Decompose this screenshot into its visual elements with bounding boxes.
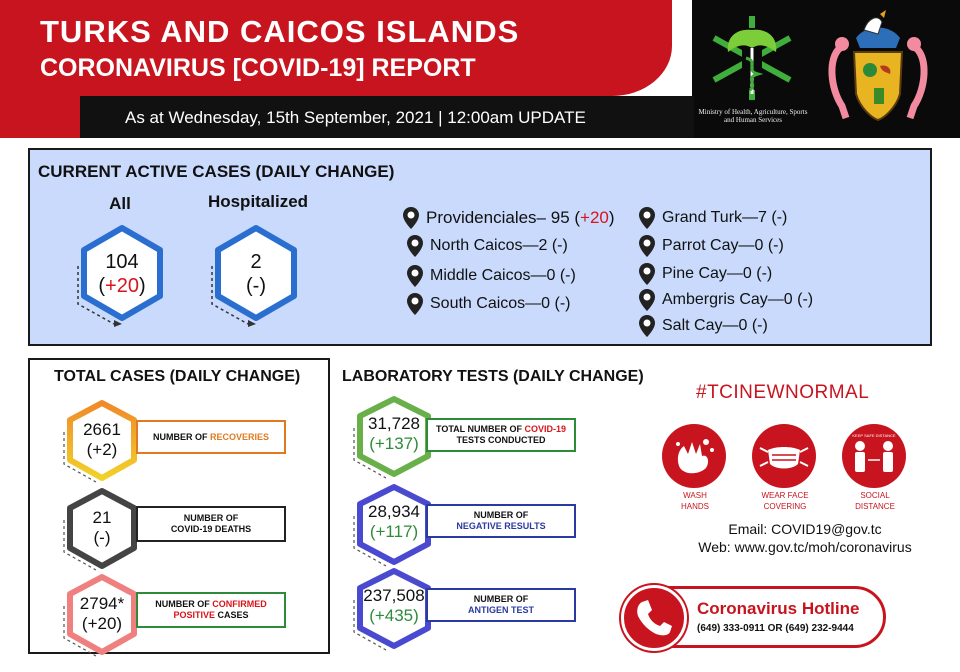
- hands-icon: [662, 424, 726, 488]
- label-part: NUMBER OF: [155, 599, 213, 609]
- island-middle-caicos: [406, 264, 576, 288]
- recoveries-change: (+2): [86, 440, 118, 459]
- tests-stat: [352, 394, 436, 480]
- antigen-label-box: [426, 588, 576, 622]
- antigen-change: (+435): [369, 606, 419, 625]
- island-pine-cay: [638, 262, 772, 286]
- ministry-name: Ministry of Health, Agriculture, Sports and Human Services: [698, 108, 808, 124]
- wash-hands-icon: [662, 424, 726, 488]
- label-highlight: CONFIRMED: [212, 599, 267, 609]
- paren-close: ): [608, 208, 615, 227]
- map-pin-icon: [406, 292, 424, 316]
- map-pin-icon: [638, 314, 656, 338]
- map-pin-icon: [638, 206, 656, 230]
- island-parrot-cay: [638, 234, 784, 258]
- tests-value: 31,728: [368, 414, 420, 433]
- map-pin-icon: [638, 288, 656, 312]
- island-change: +20: [580, 208, 609, 227]
- island-salt-cay: [638, 314, 768, 338]
- confirmed-stat: [62, 572, 142, 658]
- negative-label-box: [426, 504, 576, 538]
- island-north-caicos: [406, 234, 568, 258]
- island-ambergris-cay: [638, 288, 813, 312]
- recoveries-stat: [62, 398, 142, 484]
- deaths-stat: [62, 486, 142, 572]
- map-pin-icon: [406, 264, 424, 288]
- map-pin-icon: [402, 206, 420, 230]
- recoveries-label-box: [136, 420, 286, 454]
- active-cases-title: CURRENT ACTIVE CASES (DAILY CHANGE): [38, 162, 395, 181]
- map-pin-icon: [406, 234, 424, 258]
- island-label: Grand Turk—7 (-): [662, 209, 788, 226]
- hotline-title: Coronavirus Hotline: [697, 599, 860, 618]
- label-part: NUMBER OF: [152, 431, 210, 442]
- all-label: All: [109, 194, 131, 213]
- confirmed-label-box: [136, 592, 286, 628]
- deaths-label-line2: COVID-19 DEATHS: [170, 524, 252, 534]
- hospitalized-change: (-): [246, 275, 266, 297]
- wash-hands-label: [650, 490, 740, 512]
- phone-icon: [621, 585, 687, 651]
- negative-change: (+117): [369, 522, 419, 541]
- coat-of-arms-icon: [820, 8, 936, 130]
- deaths-value: 21: [92, 508, 112, 527]
- island-label: Ambergris Cay—0 (-): [662, 291, 814, 308]
- social-distance-label: [830, 490, 920, 512]
- deaths-label-line1: NUMBER OF: [183, 513, 239, 523]
- people-distance-icon: [842, 424, 906, 488]
- hotline-banner: [622, 586, 886, 648]
- hospitalized-label: Hospitalized: [207, 192, 309, 211]
- contact-web[interactable]: Web: www.gov.tc/moh/coronavirus: [698, 539, 912, 555]
- distance-tag: KEEP SAFE DISTANCE: [852, 433, 896, 438]
- island-label: North Caicos—2 (-): [430, 237, 568, 254]
- island-label: Salt Cay—0 (-): [662, 317, 768, 334]
- confirmed-label-line1: [155, 599, 267, 610]
- active-all-change: [74, 274, 170, 298]
- social-distance-icon: [842, 424, 906, 488]
- update-timestamp: As at Wednesday, 15th September, 2021 | 12:00am UPDATE: [125, 108, 586, 127]
- hotline-numbers[interactable]: (649) 333-0911 OR (649) 232-9444: [697, 623, 854, 634]
- deaths-label-box: [136, 506, 286, 542]
- active-all-stat: [74, 220, 170, 328]
- page-subtitle: CORONAVIRUS [COVID-19] REPORT: [40, 54, 476, 82]
- island-grand-turk: [638, 206, 787, 230]
- negative-stat: [352, 482, 436, 568]
- island-label: South Caicos—0 (-): [430, 295, 571, 312]
- label-line2: HANDS: [680, 502, 709, 511]
- label-line1: WEAR FACE: [761, 491, 809, 500]
- antigen-label-line1: NUMBER OF: [473, 594, 529, 604]
- ministry-logo-icon: [704, 10, 800, 106]
- island-south-caicos: [406, 292, 571, 316]
- confirmed-value: 2794*: [79, 594, 125, 613]
- deaths-change: (-): [93, 528, 111, 547]
- tests-label-box: [426, 418, 576, 452]
- page-title: TURKS AND CAICOS ISLANDS: [40, 14, 520, 49]
- lab-tests-title: LABORATORY TESTS (DAILY CHANGE): [342, 368, 644, 385]
- paren-open: (: [98, 275, 106, 297]
- recoveries-value: 2661: [83, 420, 121, 439]
- label-part: CASES: [215, 610, 249, 620]
- label-highlight: COVID-19: [524, 424, 566, 434]
- island-providenciales: [402, 206, 615, 230]
- change-value: +20: [105, 275, 139, 297]
- label-highlight: POSITIVE: [173, 610, 215, 620]
- negative-label-line1: NUMBER OF: [473, 510, 529, 520]
- total-cases-title: TOTAL CASES (DAILY CHANGE): [54, 368, 301, 385]
- antigen-stat: [352, 566, 436, 652]
- island-label: Parrot Cay—0 (-): [662, 237, 784, 254]
- contact-info: [660, 520, 950, 556]
- label-highlight: RECOVERIES: [209, 431, 269, 442]
- active-all-value: 104: [105, 251, 139, 273]
- confirmed-change: (+20): [81, 614, 123, 633]
- negative-value: 28,934: [368, 502, 420, 521]
- face-covering-label: [740, 490, 830, 512]
- island-name: Providenciales– 95 (: [426, 208, 581, 227]
- negative-label-line2: NEGATIVE RESULTS: [456, 521, 546, 531]
- paren-close: ): [138, 275, 146, 297]
- tests-label-line2: TESTS CONDUCTED: [456, 435, 546, 445]
- contact-email[interactable]: Email: COVID19@gov.tc: [728, 521, 882, 537]
- hospitalized-value: 2: [250, 251, 262, 273]
- label-line1: SOCIAL: [860, 491, 890, 500]
- label-line2: COVERING: [763, 502, 807, 511]
- map-pin-icon: [638, 234, 656, 258]
- label-part: TOTAL NUMBER OF: [435, 424, 525, 434]
- label-line1: WASH: [683, 491, 707, 500]
- recoveries-label: [153, 432, 269, 443]
- label-line2: DISTANCE: [855, 502, 895, 511]
- active-cases-panel: [28, 148, 932, 346]
- island-label: Middle Caicos—0 (-): [430, 267, 576, 284]
- mask-icon: [752, 424, 816, 488]
- antigen-value: 237,508: [363, 586, 425, 605]
- tests-label-line1: [436, 424, 566, 435]
- hashtag: #TCINEWNORMAL: [696, 382, 870, 403]
- island-label: Pine Cay—0 (-): [662, 265, 773, 282]
- tests-change: (+137): [369, 434, 419, 453]
- confirmed-label-line2: [173, 610, 248, 621]
- active-hospitalized-stat: [208, 220, 304, 328]
- island-label: [426, 208, 615, 228]
- telephone-icon: [624, 588, 684, 648]
- map-pin-icon: [638, 262, 656, 286]
- face-covering-icon: [752, 424, 816, 488]
- antigen-label-line2: ANTIGEN TEST: [467, 605, 534, 615]
